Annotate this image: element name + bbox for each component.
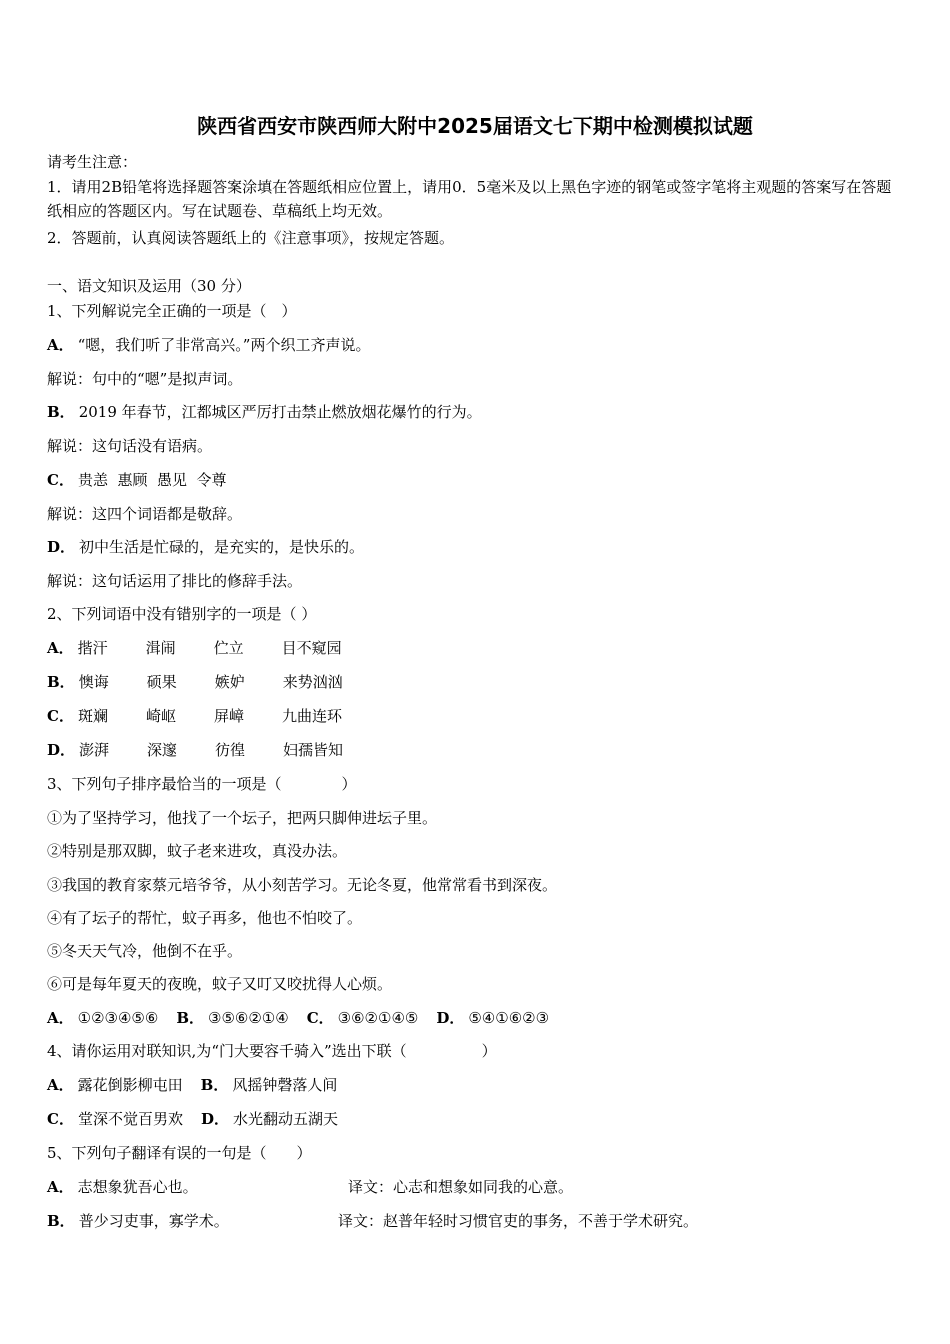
question-5-stem: 5、下列句子翻译有误的一句是（ ） xyxy=(47,1144,312,1162)
option-label: A． xyxy=(47,1178,74,1196)
option-text: 露花倒影柳屯田 xyxy=(77,1076,183,1094)
question-3-sentence-1: ①为了坚持学习，他找了一个坛子，把两只脚伸进坛子里。 xyxy=(47,809,438,827)
question-2-option-a xyxy=(47,638,342,658)
option-text: 风摇钟磬落人间 xyxy=(232,1076,338,1094)
option-translation: 译文：赵普年轻时习惯官吏的事务，不善于学术研究。 xyxy=(338,1212,699,1230)
question-3-sentence-3: ③我国的教育家蔡元培爷爷，从小刻苦学习。无论冬夏，他常常看书到深夜。 xyxy=(47,876,558,894)
notice-item-1: 1．请用2B铅笔将选择题答案涂填在答题纸相应位置上，请用0．5毫米及以上黑色字迹的钢笔或签字笔将主观题的答案写在答题纸相应的答题区内。写在试题卷、草稿纸上均无效。 xyxy=(47,178,892,220)
option-word: 硕果 xyxy=(146,673,177,691)
option-translation: 译文：心志和想象如同我的心意。 xyxy=(348,1178,574,1196)
option-text: “嗯，我们听了非常高兴。”两个织工齐声说。 xyxy=(77,336,371,354)
question-1-option-a xyxy=(47,335,370,355)
question-2-option-c xyxy=(47,706,342,726)
option-label: A． xyxy=(47,336,74,354)
option-word: 深邃 xyxy=(147,741,178,759)
option-word: 懊诲 xyxy=(78,673,109,691)
option-label: D． xyxy=(47,538,76,556)
option-label: C． xyxy=(47,1110,74,1128)
option-text: 志想象犹吾心也。 xyxy=(77,1178,198,1196)
option-text: ⑤④①⑥②③ xyxy=(468,1009,550,1027)
question-1-option-c xyxy=(47,470,227,490)
question-1-option-b xyxy=(47,402,482,422)
option-word: 妇孺皆知 xyxy=(283,741,344,759)
question-5-option-b xyxy=(47,1211,897,1231)
option-text: 贵恙 惠顾 愚见 令尊 xyxy=(77,471,227,489)
question-1-explain-d: 解说：这句话运用了排比的修辞手法。 xyxy=(47,572,303,590)
option-word: 崎岖 xyxy=(145,707,176,725)
option-word: 嫉妒 xyxy=(214,673,245,691)
question-2-stem: 2、下列词语中没有错别字的一项是（ ） xyxy=(47,605,317,623)
question-3-sentence-5: ⑤冬天天气冷，他倒不在乎。 xyxy=(47,942,243,960)
question-3-sentence-6: ⑥可是每年夏天的夜晚，蚊子又叮又咬扰得人心烦。 xyxy=(47,975,393,993)
option-text: 堂深不觉百男欢 xyxy=(77,1110,183,1128)
option-label: C． xyxy=(47,707,74,725)
option-text: 2019 年春节，江都城区严厉打击禁止燃放烟花爆竹的行为。 xyxy=(78,403,482,421)
option-word: 来势汹汹 xyxy=(282,673,343,691)
option-word: 揩汗 xyxy=(77,639,108,657)
question-1-explain-a: 解说：句中的“嗯”是拟声词。 xyxy=(47,370,243,388)
option-word: 澎湃 xyxy=(79,741,110,759)
question-3-sentence-4: ④有了坛子的帮忙，蚊子再多，他也不怕咬了。 xyxy=(47,909,363,927)
notice-heading: 请考生注意： xyxy=(47,153,138,171)
question-3-options xyxy=(47,1008,549,1028)
option-word: 伫立 xyxy=(213,639,244,657)
option-label: B． xyxy=(47,1212,75,1230)
option-label: B． xyxy=(47,403,75,421)
option-label: C． xyxy=(47,471,74,489)
option-word: 彷徨 xyxy=(215,741,246,759)
option-word: 目不窥园 xyxy=(281,639,342,657)
question-1-explain-c: 解说：这四个词语都是敬辞。 xyxy=(47,505,243,523)
option-text: 初中生活是忙碌的，是充实的，是快乐的。 xyxy=(79,538,365,556)
option-word: 屏嶂 xyxy=(213,707,244,725)
question-4-options-cd xyxy=(47,1109,338,1129)
page-title: 陕西省西安市陕西师大附中2025届语文七下期中检测模拟试题 xyxy=(197,114,753,138)
question-1-option-d xyxy=(47,537,364,557)
option-label: B． xyxy=(176,1009,205,1027)
option-label: D． xyxy=(436,1009,465,1027)
option-label: A． xyxy=(47,1076,74,1094)
option-word: 湒闹 xyxy=(145,639,176,657)
option-text: ③⑤⑥②①④ xyxy=(208,1009,289,1027)
notice-item-2: 2．答题前，认真阅读答题纸上的《注意事项》，按规定答题。 xyxy=(47,229,455,247)
option-text: ①②③④⑤⑥ xyxy=(77,1009,159,1027)
question-3-sentence-2: ②特别是那双脚，蚊子老来进攻，真没办法。 xyxy=(47,842,348,860)
option-text: 普少习吏事，寡学术。 xyxy=(78,1212,229,1230)
option-label: B． xyxy=(47,673,75,691)
question-1-explain-b: 解说：这句话没有语病。 xyxy=(47,437,213,455)
option-label: B． xyxy=(200,1076,229,1094)
option-text: ③⑥②①④⑤ xyxy=(337,1009,419,1027)
question-5-option-a xyxy=(47,1177,897,1197)
question-2-option-d xyxy=(47,740,343,760)
option-word: 九曲连环 xyxy=(281,707,342,725)
option-label: A． xyxy=(47,1009,74,1027)
question-4-stem: 4、请你运用对联知识,为“门大要容千骑入”选出下联（ ） xyxy=(47,1042,497,1060)
option-label: D． xyxy=(200,1110,229,1128)
section-heading: 一、语文知识及运用（30 分） xyxy=(47,277,251,295)
question-1-stem: 1、下列解说完全正确的一项是（ ） xyxy=(47,302,297,320)
question-3-stem: 3、下列句子排序最恰当的一项是（ ） xyxy=(47,775,357,793)
option-label: A． xyxy=(47,639,74,657)
question-4-options-ab xyxy=(47,1075,337,1095)
question-2-option-b xyxy=(47,672,343,692)
option-label: C． xyxy=(306,1009,334,1027)
option-word: 斑斓 xyxy=(77,707,108,725)
option-label: D． xyxy=(47,741,76,759)
option-text: 水光翻动五湖天 xyxy=(232,1110,338,1128)
